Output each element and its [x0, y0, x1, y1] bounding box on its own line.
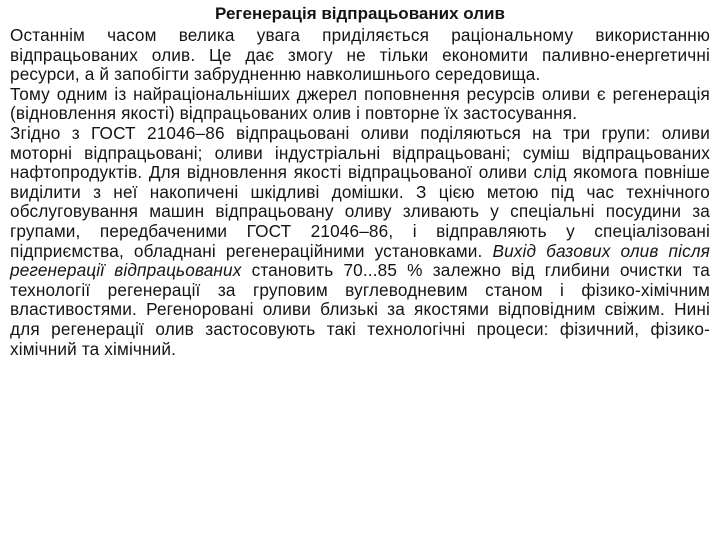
paragraph-gost-text-before: Згідно з ГОСТ 21046–86 відпрацьовані оливи поділяються на три групи: оливи моторні відпрацьовані; оливи індустріальні відпрацьовані; суміш відпрацьованих нафтопродуктів. Для відновлення якості відпрацьованої оливи слід якомога повніше виділити з неї накопичені шкідливі домішки. З цією метою під час технічного обслуговування машин відпрацьовану оливу зливають у спеціальні посудини за групами, передбаченими ГОСТ 21046–86, і відправляють у спеціалізовані підприємства, обладнані регенераційними установками. [10, 122, 710, 261]
paragraph-intro: Останнім часом велика увага приділяється раціональному використанню відпрацьованих олив. Це дає змогу не тільки економити паливно-енергетичні ресурси, а й запобігти забрудненню навколишнього середовища. [10, 25, 710, 85]
paragraph-gost-text-after: становить 70...85 % залежно від глибини очистки та технології регенерації за груповим вуглеводневим станом і фізико-хімічним властивостями. Регеноровані оливи близькі за якостями відповідним свіжим. Нині для регенерації олив застосовують такі технологічні процеси: фізичний, фізико-хімічний та хімічний. [10, 260, 710, 359]
paragraph-gost-groups [10, 124, 710, 359]
paragraph-regeneration-source: Тому одним із найраціональніших джерел поповнення ресурсів оливи є регенерація (відновлення якості) відпрацьованих олив і повторне їх застосування. [10, 83, 710, 124]
paragraph-gost-text-italic: Вихід базових олив після регенерації відпрацьованих [10, 240, 710, 281]
slide-title: Регенерація відпрацьованих олив [215, 4, 505, 23]
